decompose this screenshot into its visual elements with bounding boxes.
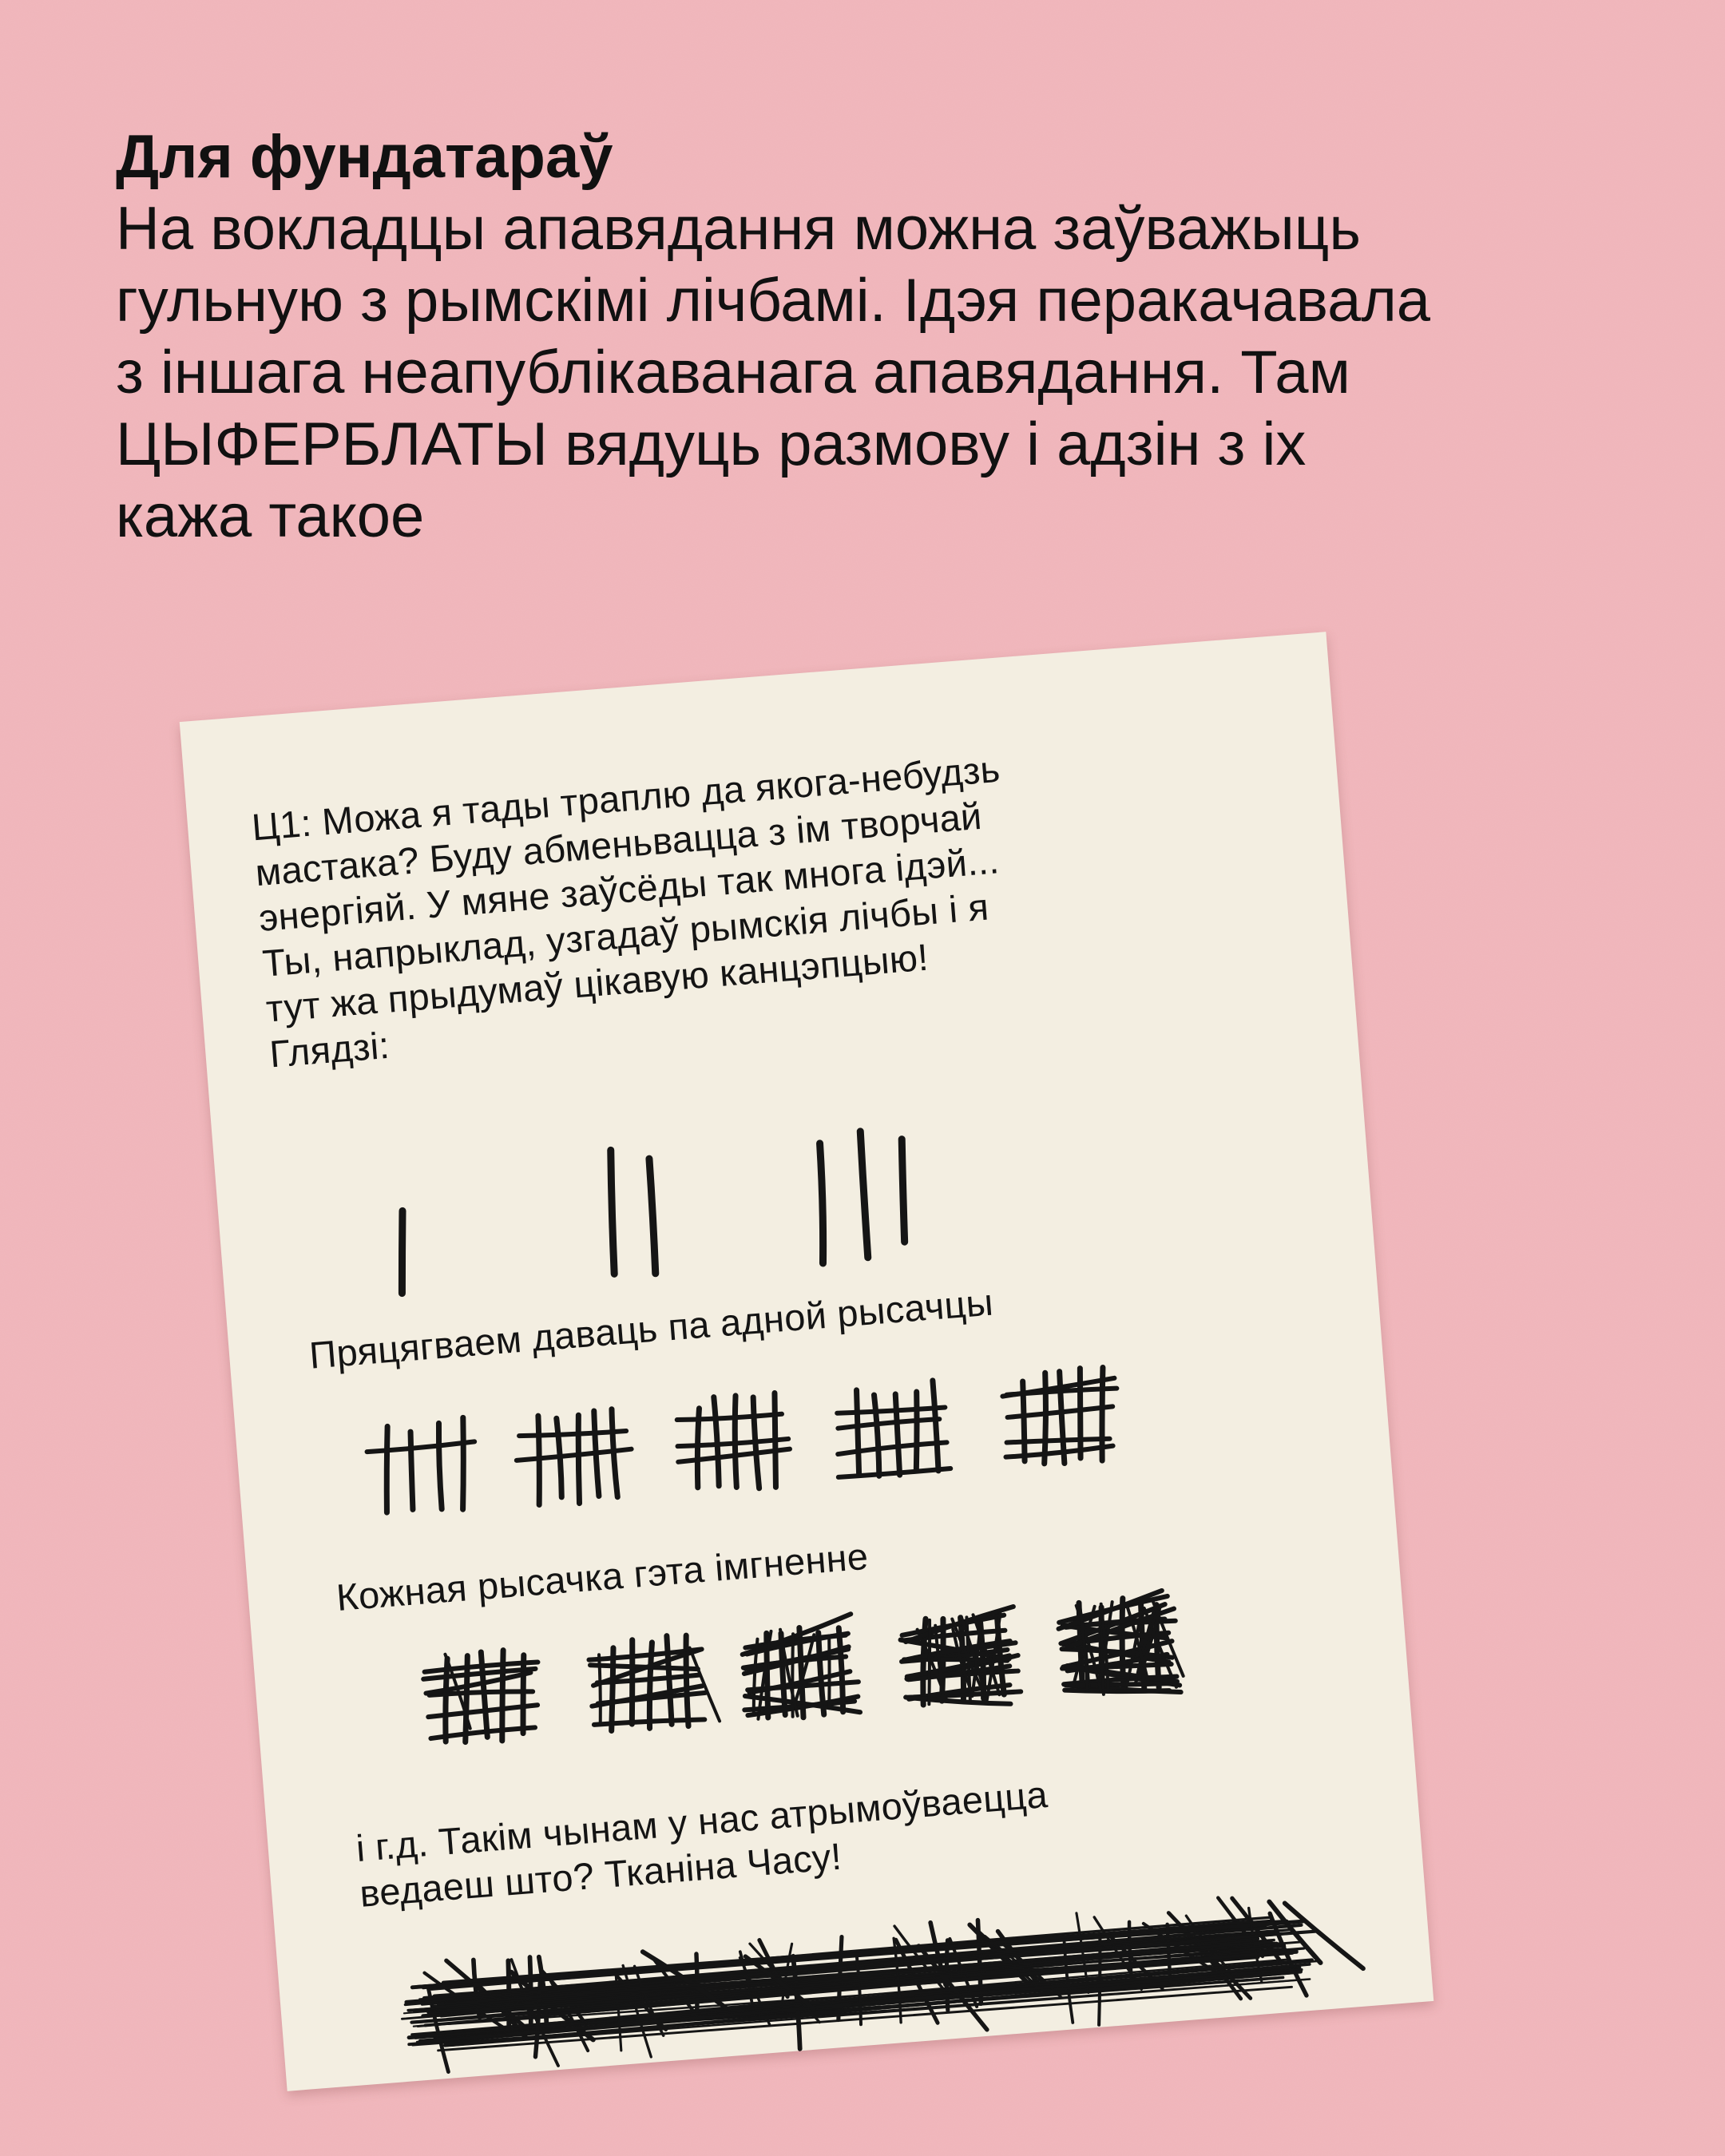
tally-mark-5 bbox=[506, 1390, 651, 1524]
tally-mark-1 bbox=[334, 1148, 474, 1314]
tally-mark-22 bbox=[1049, 1580, 1194, 1714]
note-moment-line: Кожная рысачка гэта імгненне bbox=[335, 1534, 870, 1619]
tally-mark-14 bbox=[731, 1605, 876, 1739]
handwritten-note-card bbox=[180, 632, 1434, 2091]
note-ending-text: і г.д. Такім чынам у нас атрымоўваецца ведаеш што? Тканіна Часу! bbox=[355, 1773, 1049, 1915]
tally-mark-7 bbox=[824, 1365, 970, 1500]
intro-block bbox=[116, 121, 1633, 553]
tally-mark-6 bbox=[664, 1378, 810, 1512]
tally-mark-18 bbox=[890, 1592, 1035, 1726]
intro-paragraph: На вокладцы апавядання можна заўважыць гульную з рымскімі лічбамі. Ідэя перакачавала з іншага неапублікаванага апавядання. Там ЦЫФЕРБЛАТЫ вядуць размову і адзін з іх кажа такое bbox=[116, 195, 1431, 550]
intro-heading: Для фундатараў bbox=[116, 123, 613, 191]
tally-mark-4 bbox=[354, 1402, 499, 1536]
note-quote-text: Ц1: Можа я тады траплю да якога-небудзь мастака? Буду абменьвацца з ім творчай энергіяй. У мяне заўсёды так многа ідэй... Ты, напрыклад, узгадаў рымскія лічбы і я тут жа прыдумаў цікавую канцэпцыю! Глядзі: bbox=[250, 747, 1002, 1076]
tally-mark-10 bbox=[579, 1617, 724, 1751]
tally-mark-8 bbox=[991, 1353, 1136, 1487]
tally-mark-3 bbox=[795, 1112, 935, 1278]
tally-mark-9 bbox=[412, 1631, 557, 1765]
note-continue-line: Пряцягваем даваць па адной рысачцы bbox=[307, 1280, 995, 1377]
tally-mark-2 bbox=[565, 1130, 704, 1295]
